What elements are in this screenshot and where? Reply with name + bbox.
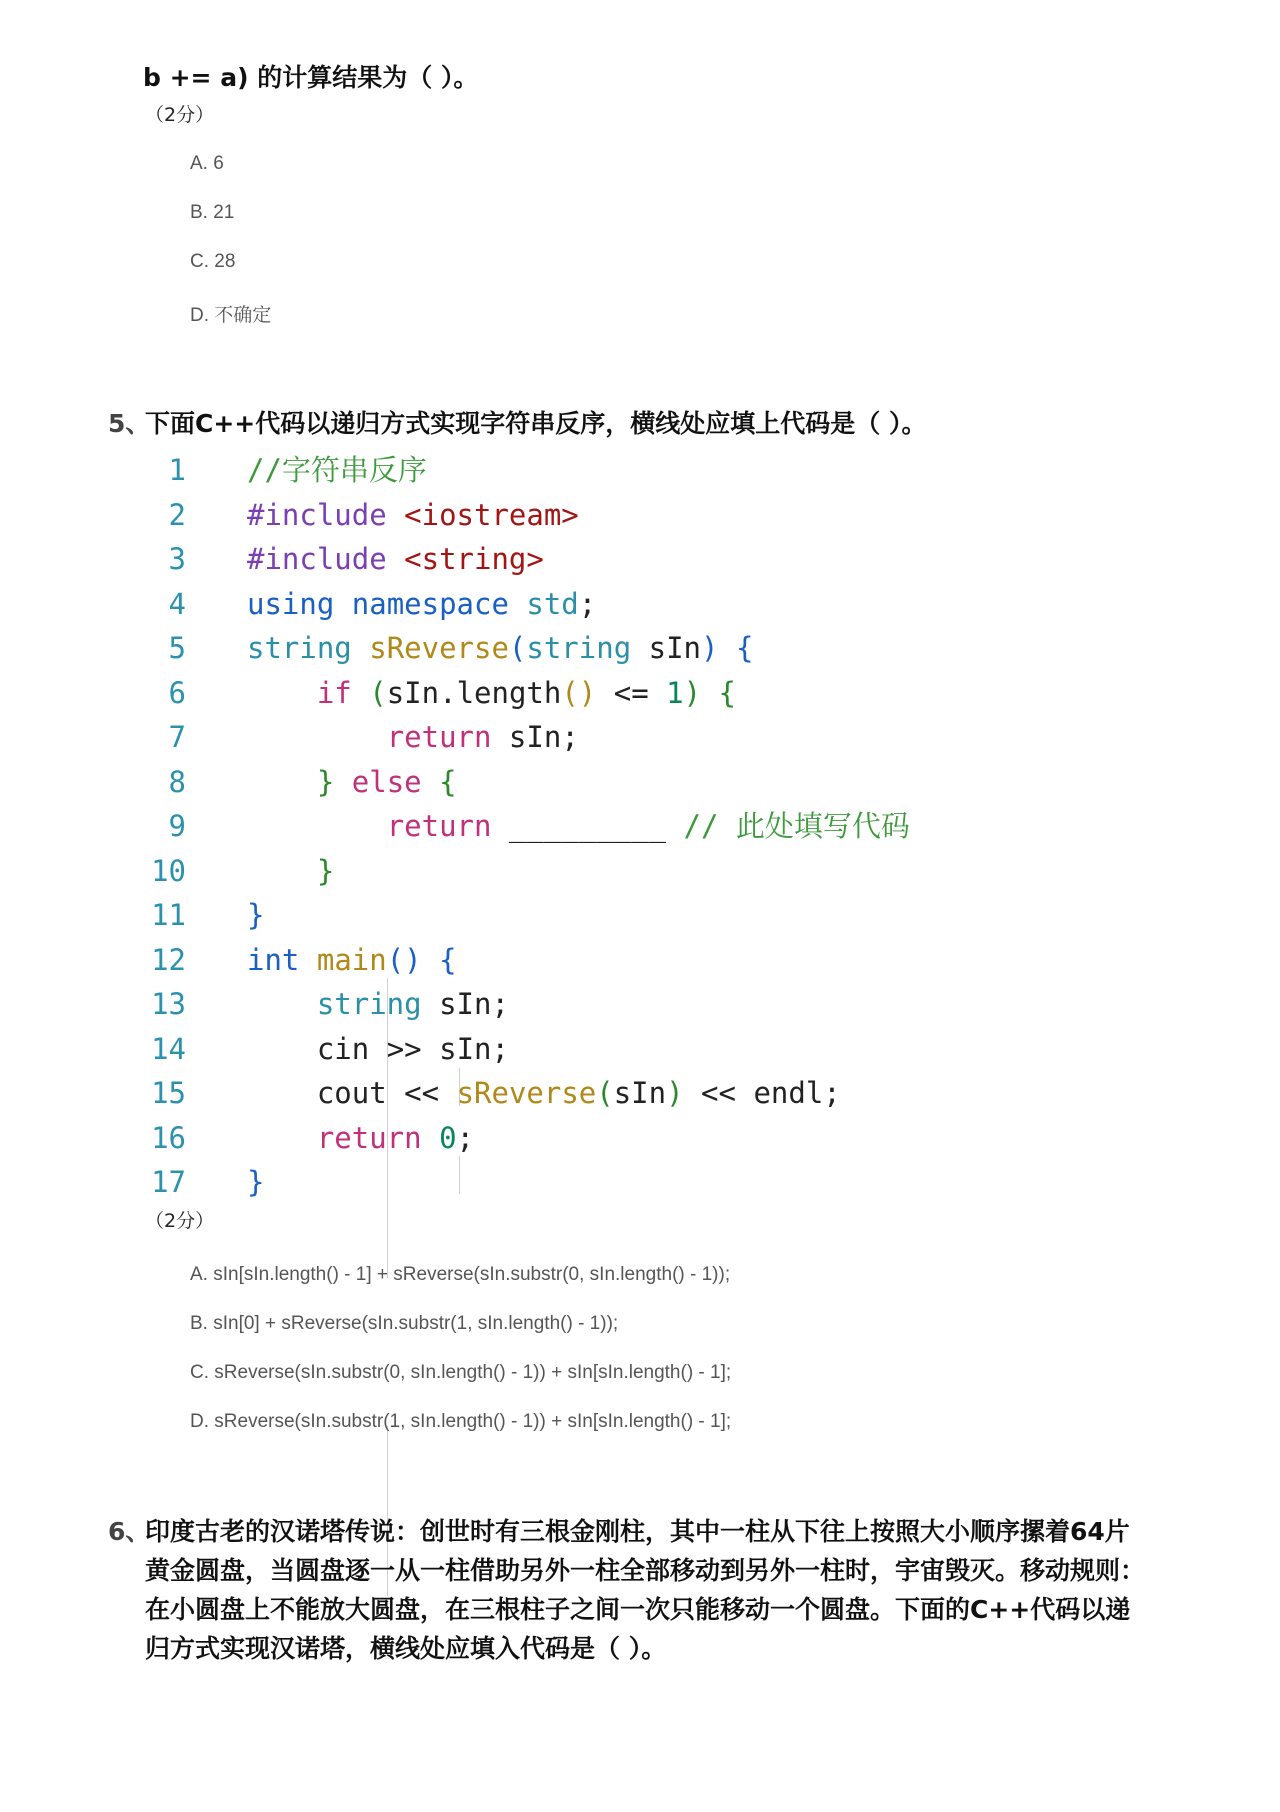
- code-text: string sIn;: [316, 987, 509, 1021]
- line-number: 7: [168, 720, 186, 754]
- code-text: }: [316, 853, 335, 888]
- line-number: 4: [168, 586, 186, 621]
- question-5-score: （2分）: [145, 1210, 215, 1232]
- code-line: [140, 1116, 1040, 1161]
- question-6-text: 印度古老的汉诺塔传说：创世时有三根金刚柱，其中一柱从下往上按照大小顺序摞着64片黄金圆盘，当圆盘逐一从一柱借助另外一柱全部移动到另外一柱时，宇宙毁灭。移动规则：在小圆盘上不能放大圆盘，在三根柱子之间一次只能移动一个圆盘。下面的C++代码以递归方式实现汉诺塔，横线处应填入代码是（ ）。: [145, 1517, 1146, 1663]
- question-4-option-c[interactable]: C. 28: [190, 251, 236, 272]
- code-line: [140, 582, 1040, 627]
- line-number: 6: [168, 675, 186, 710]
- question-4-option-b[interactable]: B. 21: [190, 202, 235, 223]
- code-text: #include <iostream>: [247, 497, 579, 532]
- code-line: [140, 982, 1040, 1027]
- question-5: [108, 404, 1148, 443]
- line-number: 2: [168, 497, 186, 532]
- line-number: 12: [151, 942, 186, 977]
- code-block: [140, 448, 1040, 1205]
- code-line: [140, 893, 1040, 938]
- line-number: 5: [168, 631, 186, 665]
- question-4-tail-text: b += a) 的计算结果为（ ）。: [143, 63, 479, 92]
- question-5-text: 下面C++代码以递归方式实现字符串反序，横线处应填上代码是（ ）。: [145, 409, 927, 438]
- code-text: } else {: [316, 764, 457, 799]
- code-text: return _________ // 此处填写代码: [386, 809, 910, 843]
- code-text: cin >> sIn;: [316, 1031, 509, 1066]
- question-4-option-d[interactable]: D. 不确定: [190, 305, 272, 326]
- code-text: }: [247, 898, 265, 932]
- code-line: [140, 448, 1040, 493]
- question-5-option-b[interactable]: B. sIn[0] + sReverse(sIn.substr(1, sIn.length() - 1));: [190, 1313, 619, 1334]
- question-5-option-c[interactable]: C. sReverse(sIn.substr(0, sIn.length() - 1)) + sIn[sIn.length() - 1];: [190, 1362, 732, 1383]
- line-number: 16: [151, 1120, 186, 1155]
- code-text: int main() {: [247, 942, 457, 977]
- line-number: 9: [168, 809, 186, 843]
- line-number: 3: [168, 542, 186, 576]
- code-text: using namespace std;: [247, 586, 597, 621]
- question-4-option-a[interactable]: A. 6: [190, 153, 224, 174]
- question-6-number: 6、: [108, 1517, 151, 1546]
- line-number: 8: [168, 764, 186, 799]
- line-number: 17: [151, 1165, 186, 1199]
- line-number: 15: [151, 1076, 186, 1110]
- question-6: [108, 1512, 1148, 1668]
- question-5-option-d[interactable]: D. sReverse(sIn.substr(1, sIn.length() - 1)) + sIn[sIn.length() - 1];: [190, 1411, 732, 1432]
- code-text: if (sIn.length() <= 1) {: [316, 675, 737, 710]
- code-line: [140, 849, 1040, 894]
- code-line: [140, 537, 1040, 582]
- line-number: 13: [151, 987, 186, 1021]
- code-text: #include <string>: [247, 542, 544, 576]
- code-line: [140, 760, 1040, 805]
- line-number: 14: [151, 1031, 186, 1066]
- code-line: [140, 1027, 1040, 1072]
- line-number: 1: [168, 453, 186, 487]
- code-line: [140, 671, 1040, 716]
- line-number: 10: [151, 853, 186, 888]
- code-text: return sIn;: [386, 720, 579, 754]
- code-line: [140, 804, 1040, 849]
- code-line: [140, 626, 1040, 671]
- question-5-number: 5、: [108, 409, 151, 438]
- question-5-option-a[interactable]: A. sIn[sIn.length() - 1] + sReverse(sIn.substr(0, sIn.length() - 1));: [190, 1264, 731, 1285]
- code-line: [140, 715, 1040, 760]
- code-line: [140, 938, 1040, 983]
- code-text: //字符串反序: [247, 453, 427, 487]
- code-line: [140, 1160, 1040, 1205]
- code-text: cout << sReverse(sIn) << endl;: [316, 1076, 841, 1110]
- line-number: 11: [151, 898, 186, 932]
- code-text: return 0;: [316, 1120, 475, 1155]
- code-line: [140, 493, 1040, 538]
- code-text: }: [247, 1165, 265, 1199]
- code-line: [140, 1071, 1040, 1116]
- question-4-score: （2分）: [145, 104, 215, 126]
- code-text: string sReverse(string sIn) {: [247, 631, 754, 665]
